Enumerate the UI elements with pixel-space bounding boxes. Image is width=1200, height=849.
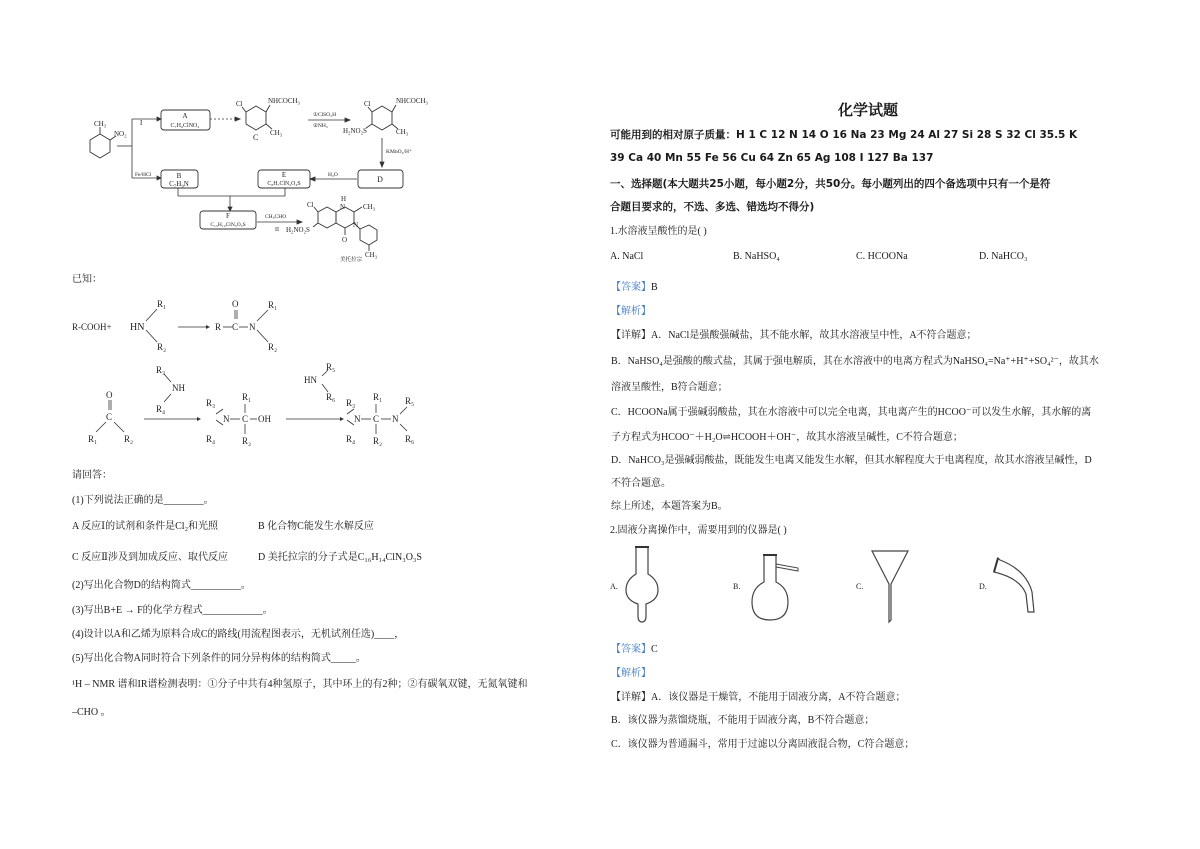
product-ch3-2: CH₃ [365, 251, 378, 259]
box-F-name: F [226, 212, 230, 220]
q1-detail-line-2: B．NaHSO₄是强酸的酸式盐，其属于强电解质，其在水溶液中的电离方程式为NaHSO₄=Na⁺+H⁺+SO₄²⁻，故其水 [611, 356, 1099, 367]
step-clso3h: ①ClSO₃H [313, 112, 337, 118]
box-A-formula: C₇H₆ClNO₂ [170, 123, 200, 129]
known2-r3: R₃ [156, 365, 166, 375]
q1-answer-value: B [651, 282, 658, 293]
known1-r: R [215, 322, 222, 332]
q1-detail-line-4: C．HCOONa属于强碱弱酸盐，其在水溶液中可以完全电离，其电离产生的HCOO⁻可以发生水解，其水解的离 [611, 407, 1092, 418]
product-n2: N [353, 221, 359, 229]
box-B-name: B [176, 172, 182, 180]
known1-n: N [249, 322, 256, 332]
known1-prod-r1: R₁ [268, 300, 278, 310]
known2-prod-n1: N [354, 414, 361, 424]
box-D-name: D [377, 175, 383, 184]
known2-r6: R₆ [326, 392, 336, 402]
reaction-I-label: I [140, 119, 143, 127]
q1-answer-row [611, 278, 658, 293]
distillation-flask-icon [750, 552, 810, 624]
question-5: (5)写出化合物A同时符合下列条件的同分异构体的结构简式_____。 [72, 653, 366, 664]
known1-o: O [232, 299, 239, 309]
known2-mid-n: N [223, 414, 230, 424]
drying-tube-icon [624, 544, 664, 626]
page-title: 化学试题 [838, 101, 899, 119]
q1-option-D: D. NaHCO₃ [979, 251, 1028, 262]
compound-C-ch3: CH₃ [270, 129, 283, 137]
known2-prod-c: C [373, 414, 380, 424]
step-nh3: ②NH₃ [313, 123, 328, 129]
section-heading-line-2: 合题目要求的，不选、多选、错选均不得分) [610, 201, 815, 213]
known2-prod-r4: R₄ [346, 434, 356, 444]
known1-hn: HN [130, 322, 145, 333]
q2-option-D-label: D. [979, 582, 987, 591]
known1-prod-r2: R₂ [268, 342, 278, 352]
known1-c: C [232, 322, 239, 332]
q1-conclusion: 综上所述，本题答案为B。 [611, 501, 728, 512]
product-h: H [341, 195, 347, 203]
q2-detail-line-2: B．该仪器为蒸馏烧瓶，不能用于固液分离，B不符合题意； [611, 715, 875, 726]
sulfonamide-structure [366, 105, 398, 130]
known2-prod-n2: N [392, 414, 399, 424]
step-ch3cho: CH₃CHO [265, 214, 287, 220]
known2-prod-r2: R₂ [373, 436, 383, 446]
step-kmno4: KMnO₄/H⁺ [386, 149, 412, 155]
atomic-masses-line-2: 39 Ca 40 Mn 55 Fe 56 Cu 64 Zn 65 Ag 108 I 127 Ba 137 [610, 152, 934, 164]
known2-mid-oh: OH [258, 414, 271, 424]
q1-stem: 1.水溶液呈酸性的是( ) [610, 226, 707, 237]
known2-mid-r3: R₃ [206, 398, 216, 408]
known-label: 已知： [72, 274, 102, 285]
known2-prod-r5: R₅ [405, 396, 415, 406]
box-E-name: E [281, 171, 287, 179]
funnel-icon [870, 548, 910, 628]
known2-mid-r1: R₁ [242, 392, 252, 402]
box-E-formula: C₈H₇ClN₂O₄S [267, 181, 301, 187]
known2-r2: R₂ [124, 434, 134, 444]
step-II: II [275, 227, 279, 233]
known2-c: C [106, 412, 113, 422]
known2-nh: NH [172, 383, 185, 393]
box-F-formula: C₁₅H₁₄ClN₃O₃S [210, 222, 246, 228]
question-5-conditions: ¹H – NMR 谱和IR谱检测表明：①分子中共有4种氢原子，其中环上的有2种；②有碳氧双键，无氮氧键和 [72, 679, 528, 690]
question-1-option-A: A 反应Ⅰ的试剂和条件是Cl₂和光照 [72, 521, 219, 532]
q2-option-B-label: B. [733, 582, 741, 591]
q1-detail-row [611, 326, 977, 341]
question-1-option-D: D 美托拉宗的分子式是C₁₆H₁₄ClN₃O₃S [258, 552, 422, 563]
metolazone-structure [313, 207, 377, 251]
known1-r2: R₂ [157, 342, 167, 352]
q2-option-C-label: C. [856, 582, 864, 591]
known2-mid-c: C [242, 414, 249, 424]
known1-r1: R₁ [157, 299, 167, 309]
q2-answer-value: C [651, 644, 658, 655]
product-h2no2s: H₂NO₂S [286, 226, 310, 234]
q2-analysis-tag: 【解析】 [611, 668, 651, 679]
known2-prod-r3: R₃ [346, 398, 356, 408]
question-2: (2)写出化合物D的结构简式__________。 [72, 580, 251, 591]
q1-detail-tag: 【详解】 [611, 330, 651, 341]
known2-prod-r6: R₆ [405, 434, 415, 444]
product-o: O [342, 236, 348, 244]
sulfonamide-h2no2s: H₂NO₂S [343, 127, 367, 135]
step-h2o: H₂O [328, 172, 338, 178]
known2-r4: R₄ [156, 404, 166, 414]
q2-detail-line-1: A．该仪器是干燥管，不能用于固液分离，A不符合题意； [651, 692, 906, 703]
sulfonamide-cl: Cl [364, 100, 371, 108]
q1-option-B: B. NaHSO₄ [733, 251, 780, 262]
known2-mid-r4: R₄ [206, 434, 216, 444]
q1-option-A: A. NaCl [610, 251, 644, 262]
question-1-option-B: B 化合物C能发生水解反应 [258, 521, 374, 532]
q1-detail-line-6: D．NaHCO₃是强碱弱酸盐，既能发生电离又能发生水解，但其水解程度大于电离程度，故其水溶液呈碱性，D [611, 455, 1092, 466]
product-ch3: CH₃ [363, 203, 376, 211]
product-name: 美托拉宗 [340, 257, 363, 263]
start-ch3: CH₃ [94, 120, 107, 128]
compound-C-label: C [253, 133, 259, 142]
q2-stem: 2.固液分离操作中，需要用到的仪器是( ) [610, 525, 787, 536]
known2-o: O [106, 390, 113, 400]
known2-r5: R₅ [326, 362, 336, 372]
q2-detail-row [611, 688, 905, 703]
q2-detail-tag: 【详解】 [611, 692, 651, 703]
q1-detail-line-5: 子方程式为HCOO⁻＋H₂O⇌HCOOH＋OH⁻，故其水溶液呈碱性，C不符合题意； [611, 432, 963, 443]
start-no2: NO₂ [114, 130, 127, 138]
known-reaction-2 [60, 362, 450, 452]
section-heading-line-1: 一、选择题(本大题共25小题，每小题2分，共50分。每小题列出的四个备选项中只有一个是符 [610, 178, 1051, 190]
compound-C-cl: Cl [236, 100, 243, 108]
known1-reactant: R-COOH+ [72, 322, 112, 332]
product-n1: N [340, 203, 346, 211]
known2-r1: R₁ [88, 434, 98, 444]
sulfonamide-ch3: CH₃ [396, 128, 409, 136]
bent-tube-icon [990, 552, 1040, 622]
reaction-feHCl-label: Fe/HCl [135, 172, 152, 178]
atomic-masses-line-1: 可能用到的相对原子质量：H 1 C 12 N 14 O 16 Na 23 Mg 24 Al 27 Si 28 S 32 Cl 35.5 K [610, 129, 1078, 141]
question-4: (4)设计以A和乙烯为原料合成C的路线(用流程图表示，无机试剂任选)____， [72, 629, 405, 640]
question-1-option-C: C 反应Ⅱ涉及到加成反应、取代反应 [72, 552, 228, 563]
box-B-formula: C₇H₉N [169, 180, 189, 188]
q1-option-C: C. HCOONa [856, 251, 908, 262]
q2-option-A-label: A. [610, 582, 618, 591]
sulfonamide-nhcoch3: NHCOCH₃ [396, 97, 428, 105]
q2-detail-line-3: C．该仪器为普通漏斗，常用于过滤以分离固液混合物，C符合题意； [611, 739, 915, 750]
q1-analysis-tag: 【解析】 [611, 306, 651, 317]
product-cl: Cl [307, 201, 314, 209]
known2-prod-r1: R₁ [373, 392, 383, 402]
question-1: (1)下列说法正确的是________。 [72, 495, 214, 506]
question-5-conditions-cont: –CHO 。 [72, 707, 111, 718]
question-3: (3)写出B+E → F的化学方程式____________。 [72, 605, 273, 616]
q1-detail-line-3: 溶液呈酸性，B符合题意； [611, 382, 728, 393]
compound-C-nhcoch3: NHCOCH₃ [268, 97, 300, 105]
known-reaction-1 [60, 290, 310, 360]
box-A-name: A [182, 112, 188, 120]
known2-hn: HN [304, 375, 317, 385]
q1-answer-tag: 【答案】 [611, 282, 651, 293]
known2-mid-r2: R₂ [242, 436, 252, 446]
q1-detail-line-1: A．NaCl是强酸强碱盐，其不能水解，故其水溶液呈中性，A不符合题意； [651, 330, 977, 341]
compound-C-structure [242, 105, 272, 130]
synthesis-scheme [60, 90, 460, 265]
please-answer: 请回答： [72, 470, 112, 481]
q1-detail-line-7: 不符合题意。 [611, 478, 671, 489]
q2-answer-tag: 【答案】 [611, 644, 651, 655]
q2-answer-row [611, 640, 658, 655]
start-molecule [90, 127, 116, 158]
